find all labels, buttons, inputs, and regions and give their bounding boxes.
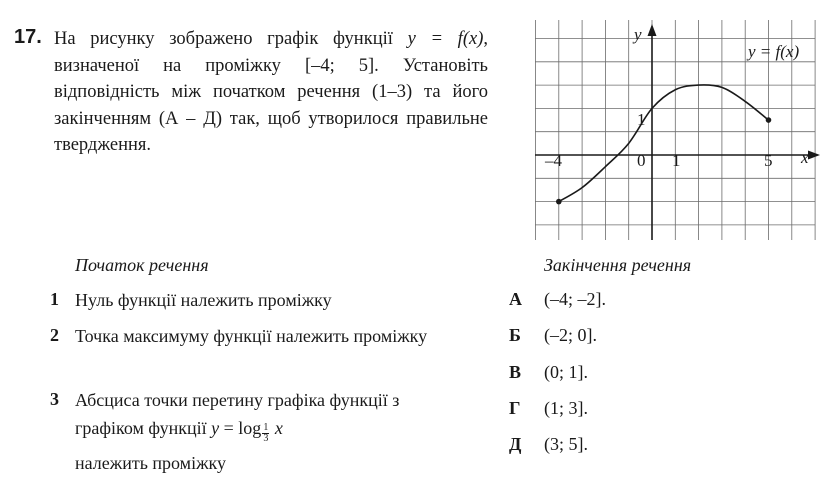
end-v-letter: В [509,362,522,382]
start-point [556,199,562,205]
end-b-letter: Б [509,325,521,345]
start-2-text: Точка максимуму функції належить проміжку [75,326,428,346]
tick-label-y1: 1 [637,110,646,129]
start-3-text-b: належить проміжку [75,453,227,473]
y-axis-label: y [634,25,642,44]
log-var-y: y [211,418,220,438]
start-3-text-a: Абсциса точки перетину графіка функції з графіком функції [75,390,400,438]
tick-label-neg4: –4 [545,151,562,170]
start-2-number: 2 [50,325,59,345]
x-axis-label: x [801,148,809,167]
end-g-text: (1; 3]. [544,398,588,418]
log-base-numerator: 1 [263,422,269,433]
start-1-number: 1 [50,289,59,309]
start-column-header: Початок речення [75,255,209,275]
statement-function: y = f(x) [407,29,484,49]
end-a-text: (–4; –2]. [544,289,606,309]
end-column-header: Закінчення речення [544,255,692,275]
function-curve [559,85,769,202]
statement-part-2: , визначеної на проміжку [–4; 5]. Установіть відповідність між початком речення (1–3) та його закінченням (А – Д) так, щоб утворилося правильне твердження. [54,29,488,155]
start-3-number: 3 [50,389,59,409]
end-a-letter: А [509,289,522,309]
question-number: 17. [14,26,42,48]
end-b-text: (–2; 0]. [544,325,597,345]
x-axis-arrow [808,151,820,160]
tick-label-five: 5 [764,151,773,170]
log-base-denominator: 3 [263,433,269,444]
start-3-text [75,386,447,444]
statement-part-1: На рисунку зображено графік функції [54,29,408,49]
end-d-letter: Д [509,434,522,454]
y-axis-arrow [648,24,657,36]
tick-label-x1: 1 [672,151,681,170]
end-g-letter: Г [509,398,521,418]
curve-label: y = f(x) [748,42,800,61]
end-d-text: (3; 5]. [544,434,588,454]
log-var-x: x [270,418,283,438]
log-base-fraction [262,423,269,444]
end-point [766,117,772,123]
tick-label-zero: 0 [637,151,646,170]
end-v-text: (0; 1]. [544,362,588,382]
log-expression: = log [219,418,262,438]
start-1-text: Нуль функції належить проміжку [75,290,332,310]
